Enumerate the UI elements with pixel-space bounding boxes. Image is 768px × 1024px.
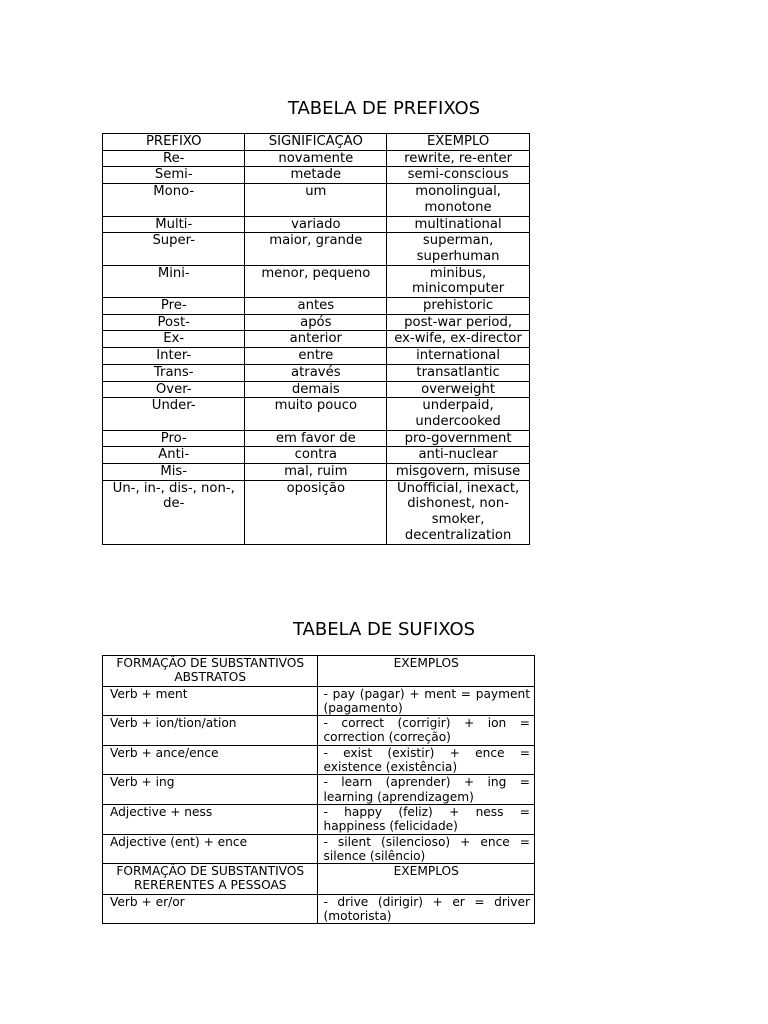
meaning-cell: variado (245, 216, 387, 233)
example-cell: semi-conscious (387, 167, 530, 184)
prefix-table-title: TABELA DE PREFIXOS (287, 98, 481, 120)
meaning-cell: maior, grande (245, 233, 387, 265)
formation-cell: Adjective (ent) + ence (103, 834, 318, 864)
example-cell: overweight (387, 381, 530, 398)
prefix-cell: Re- (103, 150, 245, 167)
header-exemplo: EXEMPLO (387, 134, 530, 151)
example-cell: transatlantic (387, 364, 530, 381)
meaning-cell: contra (245, 447, 387, 464)
example-cell: multinational (387, 216, 530, 233)
table-row (103, 716, 535, 746)
meaning-cell: em favor de (245, 430, 387, 447)
meaning-cell: anterior (245, 331, 387, 348)
prefix-cell: Super- (103, 233, 245, 265)
example-cell: ex-wife, ex-director (387, 331, 530, 348)
prefix-cell: Anti- (103, 447, 245, 464)
prefix-cell: Un-, in-, dis-, non-, de- (103, 480, 245, 544)
meaning-cell: após (245, 314, 387, 331)
meaning-cell: entre (245, 348, 387, 365)
meaning-cell: muito pouco (245, 398, 387, 430)
prefix-cell: Mono- (103, 184, 245, 216)
example-cell: minibus, minicomputer (387, 265, 530, 297)
example-cell: - correct (corrigir) + ion = correction (correção) (318, 716, 535, 746)
formation-cell: Verb + ing (103, 775, 318, 805)
prefix-table (102, 133, 530, 545)
example-cell: - pay (pagar) + ment = payment (pagamento) (318, 686, 535, 716)
header-prefixo: PREFIXO (103, 134, 245, 151)
header-exemplos: EXEMPLOS (318, 864, 535, 895)
formation-cell: Adjective + ness (103, 804, 318, 834)
example-cell: anti-nuclear (387, 447, 530, 464)
header-exemplos: EXEMPLOS (318, 656, 535, 687)
table-row (103, 480, 530, 544)
table-row (103, 150, 530, 167)
meaning-cell: novamente (245, 150, 387, 167)
meaning-cell: através (245, 364, 387, 381)
meaning-cell: menor, pequeno (245, 265, 387, 297)
formation-cell: Verb + er/or (103, 894, 318, 924)
table-row (103, 298, 530, 315)
suffix-group-header-row (103, 864, 535, 895)
prefix-cell: Trans- (103, 364, 245, 381)
table-row (103, 216, 530, 233)
prefix-cell: Post- (103, 314, 245, 331)
example-cell: - drive (dirigir) + er = driver (motorista) (318, 894, 535, 924)
table-row (103, 834, 535, 864)
example-cell: - exist (existir) + ence = existence (existência) (318, 745, 535, 775)
table-row (103, 775, 535, 805)
meaning-cell: demais (245, 381, 387, 398)
example-cell: - silent (silencioso) + ence = silence (silêncio) (318, 834, 535, 864)
table-row (103, 447, 530, 464)
meaning-cell: metade (245, 167, 387, 184)
table-row (103, 686, 535, 716)
meaning-cell: oposição (245, 480, 387, 544)
table-row (103, 314, 530, 331)
example-cell: Unofficial, inexact, dishonest, non-smoker, decentralization (387, 480, 530, 544)
prefix-table-header-row (103, 134, 530, 151)
header-formacao-pessoas: FORMAÇÃO DE SUBSTANTIVOS RERERENTES A PESSOAS (103, 864, 318, 895)
meaning-cell: antes (245, 298, 387, 315)
example-cell: pro-government (387, 430, 530, 447)
table-row (103, 184, 530, 216)
formation-cell: Verb + ance/ence (103, 745, 318, 775)
example-cell: monolingual, monotone (387, 184, 530, 216)
table-row (103, 398, 530, 430)
prefix-cell: Over- (103, 381, 245, 398)
table-row (103, 331, 530, 348)
table-row (103, 348, 530, 365)
table-row (103, 265, 530, 297)
table-row (103, 364, 530, 381)
example-cell: - learn (aprender) + ing = learning (aprendizagem) (318, 775, 535, 805)
prefix-cell: Pro- (103, 430, 245, 447)
example-cell: rewrite, re-enter (387, 150, 530, 167)
table-row (103, 894, 535, 924)
table-row (103, 745, 535, 775)
prefix-cell: Under- (103, 398, 245, 430)
suffix-table-title: TABELA DE SUFIXOS (292, 619, 476, 641)
example-cell: - happy (feliz) + ness = happiness (felicidade) (318, 804, 535, 834)
prefix-cell: Mini- (103, 265, 245, 297)
suffix-group-header-row (103, 656, 535, 687)
prefix-cell: Inter- (103, 348, 245, 365)
prefix-cell: Pre- (103, 298, 245, 315)
prefix-cell: Semi- (103, 167, 245, 184)
suffix-table (102, 655, 535, 924)
example-cell: superman, superhuman (387, 233, 530, 265)
meaning-cell: mal, ruim (245, 464, 387, 481)
example-cell: prehistoric (387, 298, 530, 315)
example-cell: misgovern, misuse (387, 464, 530, 481)
table-row (103, 804, 535, 834)
formation-cell: Verb + ment (103, 686, 318, 716)
header-formacao-abstratos: FORMAÇÃO DE SUBSTANTIVOS ABSTRATOS (103, 656, 318, 687)
header-significacao: SIGNIFICAÇÃO (245, 134, 387, 151)
prefix-cell: Mis- (103, 464, 245, 481)
example-cell: international (387, 348, 530, 365)
example-cell: post-war period, (387, 314, 530, 331)
example-cell: underpaid, undercooked (387, 398, 530, 430)
table-row (103, 167, 530, 184)
table-row (103, 464, 530, 481)
prefix-cell: Multi- (103, 216, 245, 233)
table-row (103, 233, 530, 265)
table-row (103, 430, 530, 447)
meaning-cell: um (245, 184, 387, 216)
prefix-cell: Ex- (103, 331, 245, 348)
table-row (103, 381, 530, 398)
formation-cell: Verb + ion/tion/ation (103, 716, 318, 746)
